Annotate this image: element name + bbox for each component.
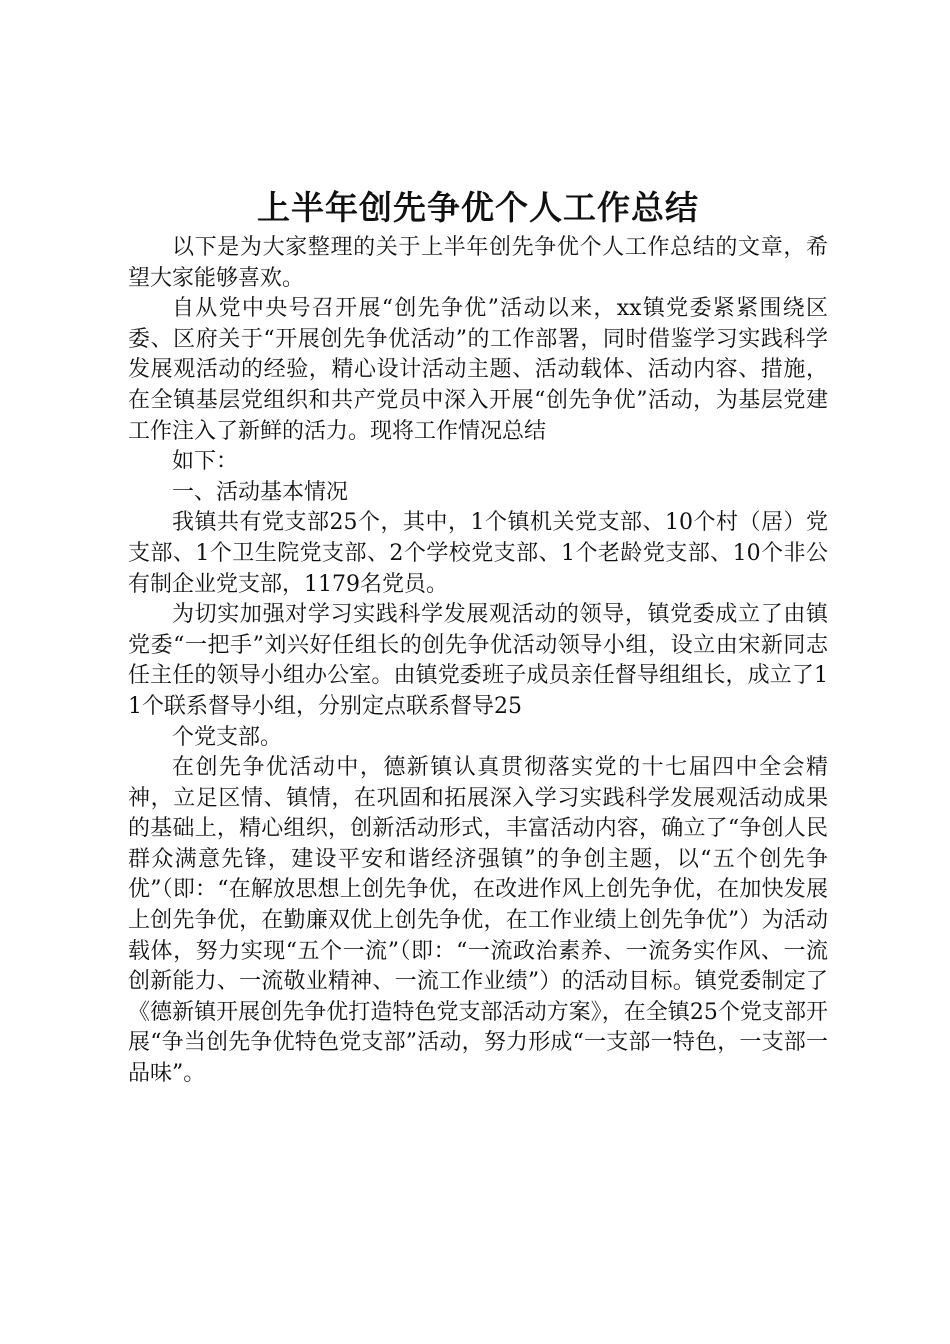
paragraph-activities: 在创先争优活动中，德新镇认真贯彻落实党的十七届四中全会精神，立足区情、镇情，在巩固和拓展深入学习实践科学发展观活动成果的基础上，精心组织，创新活动形式，丰富活动内容，确立了“争创人民群众满意先锋，建设平安和谐经济强镇”的争创主题，以“五个创先争优”（即：“在解放思想上创先争优，在改进作风上创先争优，在加快发展上创先争优，在勤廉双优上创先争优，在工作业绩上创先争优”）为活动载体，努力实现“五个一流”（即：“一流政治素养、一流务实作风、一流创新能力、一流敬业精神、一流工作业绩”）的活动目标。镇党委制定了《德新镇开展创先争优打造特色党支部活动方案》，在全镇25个党支部开展“争当创先争优特色党支部”活动，努力形成“一支部一特色，一支部一品味”。 — [128, 755, 828, 1087]
document-page — [128, 185, 828, 1090]
paragraph-as-follows: 如下： — [172, 449, 239, 475]
document-title: 上半年创先争优个人工作总结 — [257, 188, 699, 227]
paragraph-background: 自从党中央号召开展“创先争优”活动以来，xx镇党委紧紧围绕区委、区府关于“开展创先争优活动”的工作部署，同时借鉴学习实践科学发展观活动的经验，精心设计活动主题、活动载体、活动内容、措施，在全镇基层党组织和共产党员中深入开展“创先争优”活动，为基层党建工作注入了新鲜的活力。现将工作情况总结 — [128, 296, 828, 444]
section-heading-basic-situation: 一、活动基本情况 — [172, 479, 349, 505]
paragraph-branch-count: 个党支部。 — [172, 724, 283, 750]
paragraph-leadership: 为切实加强对学习实践科学发展观活动的领导，镇党委成立了由镇党委“一把手”刘兴好任组长的创先争优活动领导小组，设立由宋新同志任主任的领导小组办公室。由镇党委班子成员亲任督导组组长，成立了11个联系督导小组，分别定点联系督导25 — [128, 602, 828, 719]
paragraph-intro: 以下是为大家整理的关于上半年创先争优个人工作总结的文章，希望大家能够喜欢。 — [128, 235, 828, 291]
paragraph-party-branches: 我镇共有党支部25个，其中，1个镇机关党支部、10个村（居）党支部、1个卫生院党支部、2个学校党支部、1个老龄党支部、10个非公有制企业党支部，1179名党员。 — [128, 510, 828, 597]
